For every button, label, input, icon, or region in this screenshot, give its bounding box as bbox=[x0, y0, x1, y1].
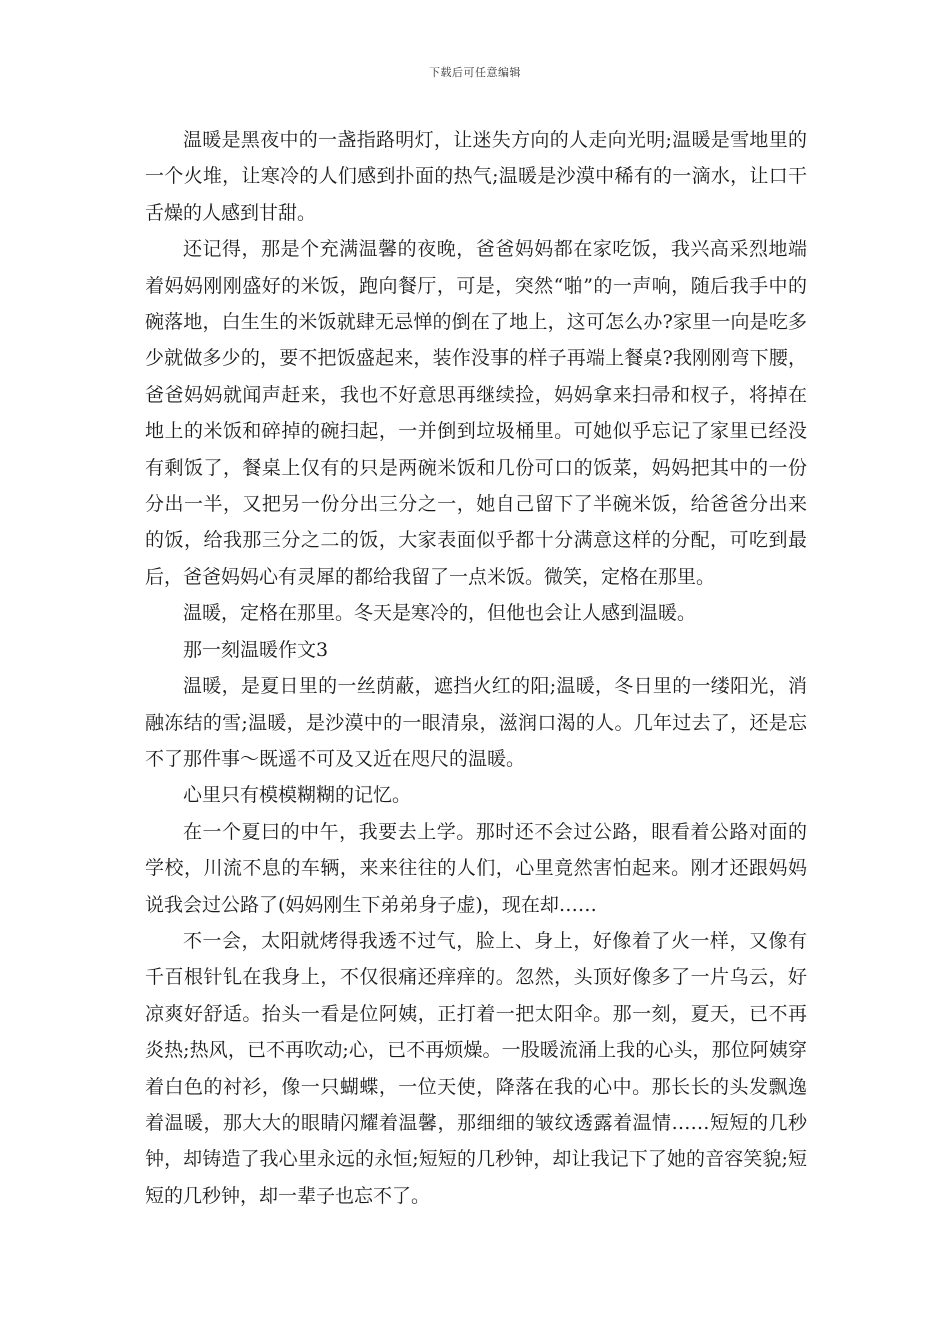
paragraph: 温暖是黑夜中的一盏指路明灯，让迷失方向的人走向光明;温暖是雪地里的一个火堆，让寒冷的人们感到扑面的热气;温暖是沙漠中稀有的一滴水，让口干舌燥的人感到甘甜。 bbox=[145, 129, 807, 224]
page-header: 下载后可任意编辑 bbox=[429, 66, 521, 79]
paragraph: 在一个夏曰的中午，我要去上学。那时还不会过公路，眼看着公路对面的学校，川流不息的车辆，来来往往的人们，心里竟然害怕起来。刚才还跟妈妈说我会过公路了(妈妈刚生下弟弟身子虚)，现在却…… bbox=[145, 820, 807, 916]
paragraph: 心里只有模模糊糊的记忆。 bbox=[183, 784, 412, 807]
section-title: 那一刻温暖作文3 bbox=[183, 638, 329, 661]
article-body bbox=[145, 122, 807, 1214]
paragraph: 不一会，太阳就烤得我透不过气，脸上、身上，好像着了火一样，又像有千百根针钆在我身上，不仅很痛还痒痒的。忽然，头顶好像多了一片乌云，好凉爽好舒适。抬头一看是位阿姨，正打着一把太阳伞。那一刻，夏天，已不再炎热;热风，已不再吹动;心，已不再烦燥。一股暖流涌上我的心头，那位阿姨穿着白色的衬衫，像一只蝴蝶，一位天使，降落在我的心中。那长长的头发飘逸着温暖，那大大的眼睛闪耀着温馨，那细细的皱纹透露着温情……短短的几秒钟，却铸造了我心里永远的永恒;短短的几秒钟，却让我记下了她的音容笑貌;短短的几秒钟，却一辈子也忘不了。 bbox=[145, 929, 807, 1207]
paragraph: 还记得，那是个充满温馨的夜晚，爸爸妈妈都在家吃饭，我兴高采烈地端着妈妈刚刚盛好的米饭，跑向餐厅，可是，突然“啪”的一声响，随后我手中的碗落地，白生生的米饭就肆无忌惮的倒在了地上，这可怎么办?家里一向是吃多少就做多少的，要不把饭盛起来，装作没事的样子再端上餐桌?我刚刚弯下腰，爸爸妈妈就闻声赶来，我也不好意思再继续捡，妈妈拿来扫帚和杈子，将掉在地上的米饭和碎掉的碗扫起，一并倒到垃圾桶里。可她似乎忘记了家里已经没有剩饭了，餐桌上仅有的只是两碗米饭和几份可口的饭菜，妈妈把其中的一份分出一半，又把另一份分出三分之一，她自己留下了半碗米饭，给爸爸分出来的饭，给我那三分之二的饭，大家表面似乎都十分满意这样的分配，可吃到最后，爸爸妈妈心有灵犀的都给我留了一点米饭。微笑，定格在那里。 bbox=[145, 238, 807, 588]
paragraph: 温暖，是夏日里的一丝荫蔽，遮挡火红的阳;温暖，冬日里的一缕阳光，消融冻结的雪;温暖，是沙漠中的一眼清泉，滋润口渴的人。几年过去了，还是忘不了那件事～既遥不可及又近在咫尺的温暖。 bbox=[145, 675, 807, 770]
paragraph: 温暖，定格在那里。冬天是寒冷的，但他也会让人感到温暖。 bbox=[183, 602, 697, 625]
